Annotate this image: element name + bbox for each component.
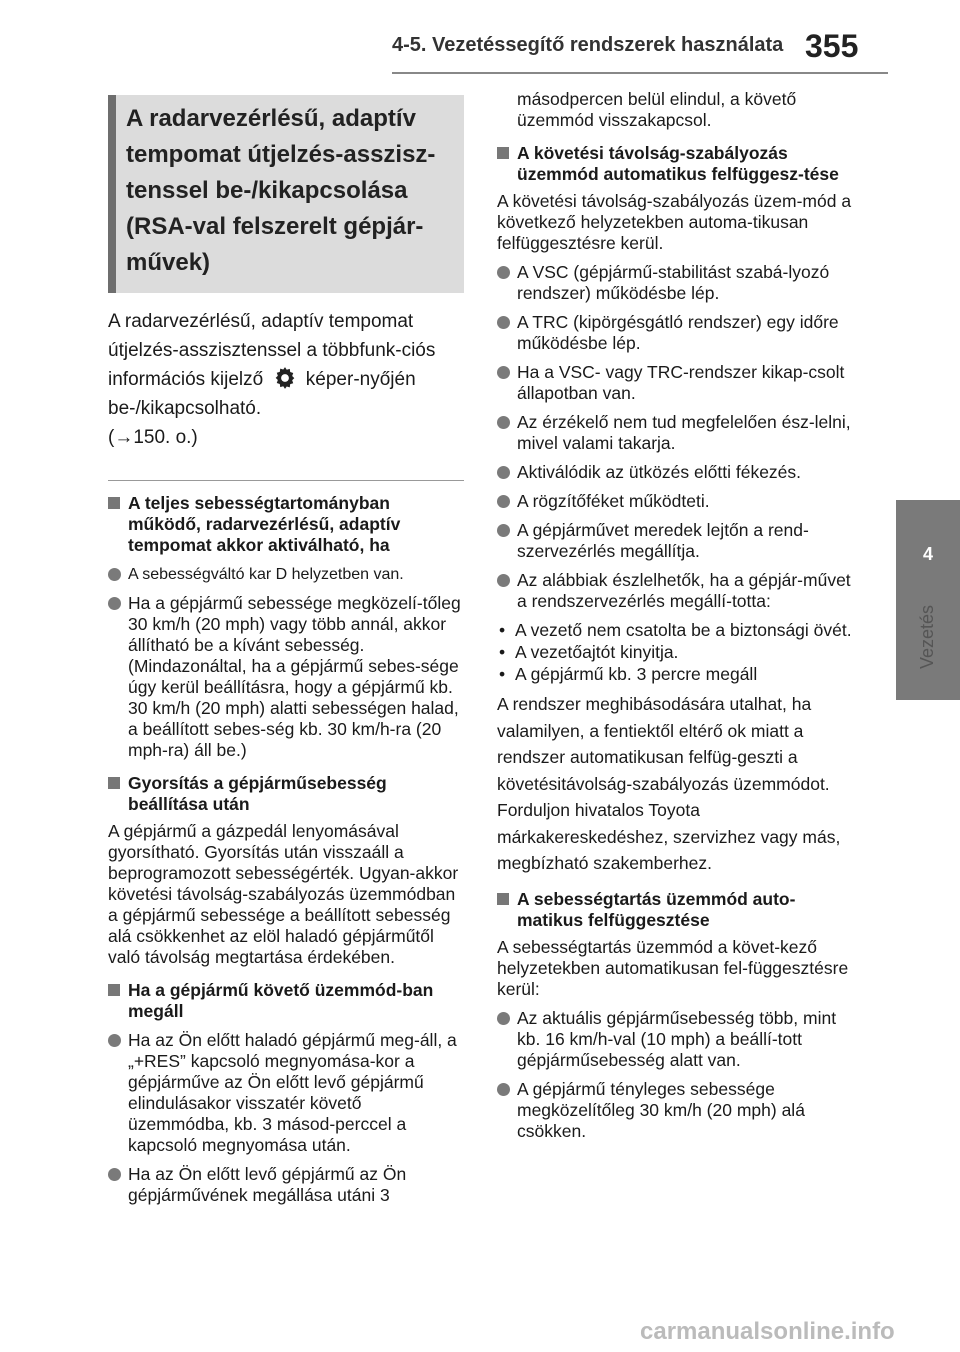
list-item bbox=[108, 593, 464, 761]
subsection-title-text: A teljes sebességtartományban működő, radarvezérlésű, adaptív tempomat akkor aktiválható, ha bbox=[128, 493, 401, 555]
paragraph: A sebességtartás üzemmód a követ-kező helyzetekben automatikusan fel-függesztésre kerül: bbox=[497, 936, 849, 999]
intro-text: A radarvezérlésű, adaptív tempomat útjelzés-asszisztenssel a többfunk-ciós információs kijelző bbox=[108, 311, 436, 390]
list-item bbox=[108, 1030, 464, 1156]
list-item bbox=[497, 520, 861, 562]
subsection-title bbox=[108, 773, 464, 815]
section-heading-box bbox=[108, 95, 464, 293]
dot-bullet-icon: • bbox=[499, 642, 506, 662]
header-rule bbox=[392, 72, 888, 74]
square-bullet-icon bbox=[108, 777, 120, 789]
square-bullet-icon bbox=[497, 893, 509, 905]
list-item-text: Az alábbiak észlelhetők, ha a gépjár-művet a rendszervezérlés megállí-totta: bbox=[517, 570, 851, 611]
circle-bullet-icon bbox=[497, 1012, 510, 1025]
subsection-title-text: A követési távolság-szabályozás üzemmód automatikus felfüggesz-tése bbox=[517, 143, 839, 184]
list-item-text: Ha a VSC- vagy TRC-rendszer kikap-csolt állapotban van. bbox=[517, 362, 845, 403]
chapter-title: 4-5. Vezetéssegítő rendszerek használata bbox=[392, 34, 784, 56]
sub-list-item bbox=[497, 642, 861, 663]
page-number: 355 bbox=[805, 28, 859, 64]
list-item bbox=[497, 412, 861, 454]
paragraph-continued: másodpercen belül elindul, a követő üzemmód visszakapcsol. bbox=[517, 89, 797, 130]
circle-bullet-icon bbox=[108, 1168, 121, 1181]
list-item-text: Ha az Ön előtt haladó gépjármű meg-áll, a „+RES” kapcsoló megnyomása-kor a gépjárműve az Ön előtt levő gépjármű elindulásakor visszatér követő üzemmódba, kb. 3 másod-perccel a kapcsoló megnyomása után. bbox=[128, 1030, 457, 1155]
square-bullet-icon bbox=[108, 497, 120, 509]
circle-bullet-icon bbox=[108, 597, 121, 610]
list-item bbox=[497, 462, 861, 483]
list-item-text: A gépjárművet meredek lejtőn a rend-szervezérlés megállítja. bbox=[517, 520, 809, 561]
sub-list-item-text: A vezető nem csatolta be a biztonsági övét. bbox=[515, 620, 852, 640]
paragraph: A gépjármű a gázpedál lenyomásával gyorsítható. Gyorsítás után visszaáll a beprogramozott sebességérték. Ugyan-akkor követési távolság-szabályozás üzemmódban a gépjármű sebessége a beállított sebesség alá csökkenhet az elöl haladó gépjárműtől való távolság megtartása érdekében. bbox=[108, 821, 459, 967]
section-heading-line: A radarvezérlésű, adaptív bbox=[126, 105, 416, 132]
list-item bbox=[108, 564, 464, 585]
settings-gear-icon bbox=[272, 365, 298, 391]
sub-list-item-text: A vezetőajtót kinyitja. bbox=[515, 642, 679, 662]
list-item-text: Az aktuális gépjárműsebesség több, mint kb. 16 km/h-val (10 mph) a beállí-tott gépjárműsebesség alatt van. bbox=[517, 1007, 837, 1070]
section-heading-line: tempomat útjelzés-asszisz- bbox=[126, 141, 436, 168]
list-item-note: (Mindazonáltal, ha a gépjármű sebes-sége úgy kerül beállításra, hogy a gépjármű kb. 30 km/h (20 mph) alatti sebességen halad, a beállított sebes-ség kb. 30 km/h-ra (20 mph-ra) áll be.) bbox=[128, 656, 459, 760]
circle-bullet-icon bbox=[497, 266, 510, 279]
list-item-text: A gépjármű tényleges sebessége megközelítőleg 30 km/h (20 mph) alá csökken. bbox=[517, 1078, 805, 1141]
page-header bbox=[0, 0, 890, 75]
circle-bullet-icon bbox=[497, 366, 510, 379]
subsection-title bbox=[497, 143, 861, 185]
intro-paragraph bbox=[108, 307, 464, 452]
dot-bullet-icon: • bbox=[499, 620, 506, 640]
list-item-text: Ha az Ön előtt levő gépjármű az Ön gépjárművének megállása utáni 3 bbox=[128, 1164, 407, 1205]
section-heading-line: tenssel be-/kikapcsolása bbox=[126, 177, 408, 204]
list-item-text: Az érzékelő nem tud megfelelően ész-lelni, mivel valami takarja. bbox=[517, 412, 851, 453]
chapter-tab-label: Vezetés bbox=[917, 605, 937, 670]
list-item-text: Aktiválódik az ütközés előtti fékezés. bbox=[517, 462, 802, 482]
list-item bbox=[497, 1008, 861, 1071]
page-reference: (→150. o.) bbox=[108, 427, 198, 448]
circle-bullet-icon bbox=[497, 524, 510, 537]
circle-bullet-icon bbox=[497, 316, 510, 329]
section-heading-line: művek) bbox=[126, 249, 211, 276]
circle-bullet-icon bbox=[497, 466, 510, 479]
sub-list-item bbox=[497, 620, 861, 641]
list-item-text: A rögzítőféket működteti. bbox=[517, 491, 710, 511]
list-item-text: A sebességváltó kar D helyzetben van. bbox=[128, 566, 404, 583]
square-bullet-icon bbox=[497, 147, 509, 159]
intro-text-cont: képer-nyőjén be-/kikapcsolható. bbox=[108, 369, 416, 419]
list-item bbox=[497, 570, 861, 612]
subsection-title-text: A sebességtartás üzemmód auto-matikus felfüggesztése bbox=[517, 888, 796, 930]
left-column bbox=[108, 95, 464, 1214]
chapter-tab-number: 4 bbox=[922, 544, 933, 564]
list-item bbox=[497, 491, 861, 512]
paragraph: A követési távolság-szabályozás üzem-mód a következő helyzetekben automa-tikusan felfüggesztésre kerül. bbox=[497, 191, 852, 253]
section-heading-line: (RSA-val felszerelt gépjár- bbox=[126, 213, 424, 240]
list-item bbox=[497, 1079, 861, 1142]
chapter-tab bbox=[896, 500, 960, 700]
sub-list-item bbox=[497, 664, 861, 685]
subsection-title-text: Gyorsítás a gépjárműsebesség beállítása után bbox=[128, 773, 387, 814]
right-column bbox=[497, 89, 861, 1150]
list-item bbox=[497, 312, 861, 354]
dot-bullet-icon: • bbox=[499, 664, 506, 684]
circle-bullet-icon bbox=[497, 416, 510, 429]
subsection-title bbox=[108, 493, 464, 556]
list-item bbox=[108, 1164, 464, 1206]
list-item bbox=[497, 262, 861, 304]
circle-bullet-icon bbox=[497, 495, 510, 508]
sub-list-item-text: A gépjármű kb. 3 percre megáll bbox=[515, 664, 758, 684]
subsection-title bbox=[497, 889, 861, 931]
section-divider bbox=[108, 480, 464, 481]
list-item-text: Ha a gépjármű sebessége megközelí-tőleg 30 km/h (20 mph) vagy több annál, akkor állítható be a kívánt sebesség. bbox=[128, 593, 461, 655]
circle-bullet-icon bbox=[108, 1034, 121, 1047]
list-item-text: A TRC (kipörgésgátló rendszer) egy időre működésbe lép. bbox=[517, 312, 839, 353]
circle-bullet-icon bbox=[497, 1083, 510, 1096]
watermark: carmanualsonline.info bbox=[640, 1318, 895, 1345]
subsection-title bbox=[108, 980, 464, 1022]
list-item-text: A VSC (gépjármű-stabilitást szabá-lyozó rendszer) működésbe lép. bbox=[517, 262, 830, 303]
square-bullet-icon bbox=[108, 984, 120, 996]
paragraph: A rendszer meghibásodására utalhat, ha valamilyen, a fentiektől eltérő ok miatt a rendszer automatikusan felfüg-geszti a követésitávolság-szabályozás üzemmódot. Forduljon hivatalos Toyota márkakereskedéshez, szervizhez vagy más, megbízható szakemberhez. bbox=[497, 694, 841, 873]
circle-bullet-icon bbox=[108, 568, 121, 581]
circle-bullet-icon bbox=[497, 574, 510, 587]
subsection-title-text: Ha a gépjármű követő üzemmód-ban megáll bbox=[128, 980, 434, 1021]
list-item bbox=[497, 362, 861, 404]
